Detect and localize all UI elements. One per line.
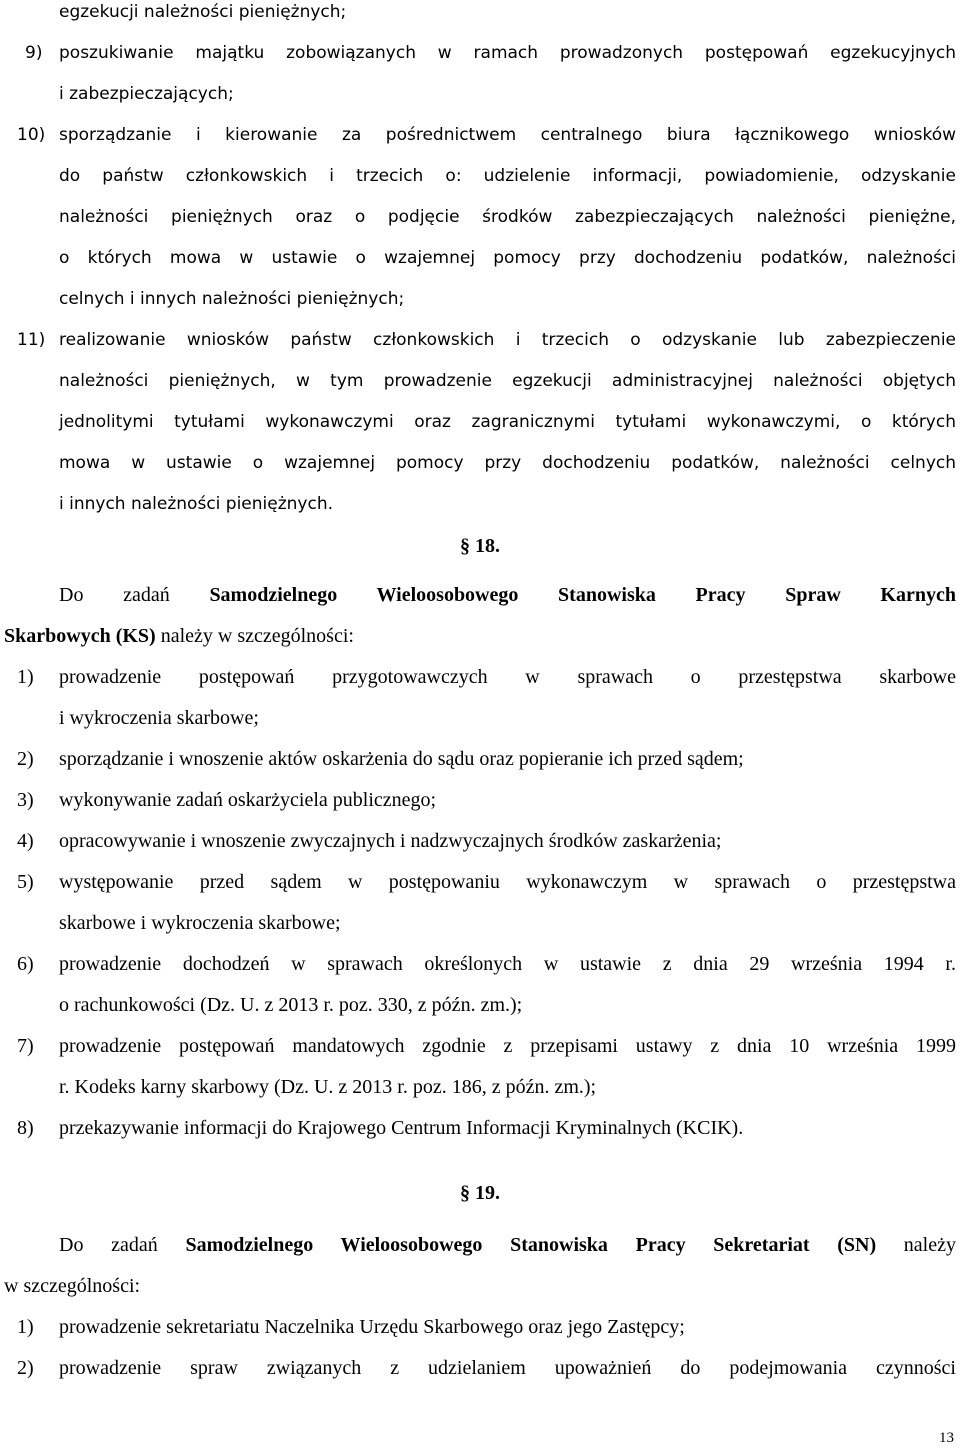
- list-item-number: 2): [17, 748, 34, 770]
- list-item-number: 3): [17, 789, 34, 811]
- list-item-line: r. Kodeks karny skarbowy (Dz. U. z 2013 r. poz. 186, z późn. zm.);: [59, 1076, 597, 1098]
- list-item-line: należności pieniężnych, w tym prowadzenie egzekucji administracyjnej należności objętych: [59, 371, 956, 391]
- list-item-line: występowanie przed sądem w postępowaniu wykonawczym w sprawach o przestępstwa: [59, 871, 956, 893]
- list-item-number: 11): [17, 330, 46, 350]
- list-item-number: 2): [17, 1357, 34, 1379]
- intro-text: Do zadań: [59, 584, 210, 606]
- list-item-line: realizowanie wniosków państw członkowskich i trzecich o odzyskanie lub zabezpieczenie: [59, 330, 956, 350]
- list-item-number: 7): [17, 1035, 34, 1057]
- list-item-line: prowadzenie dochodzeń w sprawach określonych w ustawie z dnia 29 września 1994 r.: [59, 953, 956, 975]
- list-item-line: i zabezpieczających;: [59, 84, 234, 104]
- list-item-number: 6): [17, 953, 34, 975]
- list-item-line: należności pieniężnych oraz o podjęcie środków zabezpieczających należności pieniężne,: [59, 207, 956, 227]
- section-intro-line: w szczególności:: [4, 1275, 141, 1297]
- list-item-line: do państw członkowskich i trzecich o: udzielenie informacji, powiadomienie, odzyskanie: [59, 166, 956, 186]
- list-item-line: przekazywanie informacji do Krajowego Centrum Informacji Kryminalnych (KCIK).: [59, 1117, 744, 1139]
- list-item-line: prowadzenie postępowań przygotowawczych w sprawach o przestępstwa skarbowe: [59, 666, 956, 688]
- list-item-line: mowa w ustawie o wzajemnej pomocy przy dochodzeniu podatków, należności celnych: [59, 453, 956, 473]
- list-item-line: opracowywanie i wnoszenie zwyczajnych i nadzwyczajnych środków zaskarżenia;: [59, 830, 722, 852]
- list-item-line: sporządzanie i wnoszenie aktów oskarżenia do sądu oraz popieranie ich przed sądem;: [59, 748, 744, 770]
- list-item-line: wykonywanie zadań oskarżyciela publicznego;: [59, 789, 437, 811]
- list-item-line: jednolitymi tytułami wykonawczymi oraz zagranicznymi tytułami wykonawczymi, o których: [59, 412, 956, 432]
- list-item-line: prowadzenie sekretariatu Naczelnika Urzędu Skarbowego oraz jego Zastępcy;: [59, 1316, 685, 1338]
- list-item-line: prowadzenie spraw związanych z udzielaniem upoważnień do podejmowania czynności: [59, 1357, 956, 1379]
- list-item-line: o rachunkowości (Dz. U. z 2013 r. poz. 330, z późn. zm.);: [59, 994, 523, 1016]
- section-intro-line: [59, 584, 956, 607]
- unit-name: Skarbowych (KS): [4, 625, 156, 647]
- list-item-line: prowadzenie postępowań mandatowych zgodnie z przepisami ustawy z dnia 10 września 1999: [59, 1035, 956, 1057]
- unit-name: Samodzielnego Wieloosobowego Stanowiska Pracy Sekretariat (SN): [185, 1234, 877, 1256]
- list-item-number: 4): [17, 830, 34, 852]
- intro-text: Do zadań: [59, 1234, 186, 1256]
- section-intro-line: [4, 625, 354, 648]
- list-item-line: o których mowa w ustawie o wzajemnej pomocy przy dochodzeniu podatków, należności: [59, 248, 956, 268]
- section-intro-line: [59, 1234, 956, 1257]
- list-item-line: skarbowe i wykroczenia skarbowe;: [59, 912, 341, 934]
- list-item-line: i innych należności pieniężnych.: [59, 494, 334, 514]
- list-item-continuation: egzekucji należności pieniężnych;: [59, 2, 347, 22]
- section-heading-18: § 18.: [460, 535, 500, 557]
- intro-text: należy w szczególności:: [155, 625, 354, 647]
- list-item-number: 1): [17, 666, 34, 688]
- list-item-line: celnych i innych należności pieniężnych;: [59, 289, 405, 309]
- section-heading-19: § 19.: [460, 1182, 500, 1204]
- list-item-line: poszukiwanie majątku zobowiązanych w ramach prowadzonych postępowań egzekucyjnych: [59, 43, 956, 63]
- page-number: 13: [939, 1430, 954, 1446]
- list-item-number: 9): [25, 43, 43, 63]
- unit-name: Samodzielnego Wieloosobowego Stanowiska Pracy Spraw Karnych: [209, 584, 956, 606]
- list-item-number: 8): [17, 1117, 34, 1139]
- list-item-line: sporządzanie i kierowanie za pośrednictwem centralnego biura łącznikowego wniosków: [59, 125, 956, 145]
- list-item-number: 5): [17, 871, 34, 893]
- intro-text: należy: [876, 1234, 956, 1256]
- list-item-number: 10): [17, 125, 46, 145]
- list-item-line: i wykroczenia skarbowe;: [59, 707, 259, 729]
- list-item-number: 1): [17, 1316, 34, 1338]
